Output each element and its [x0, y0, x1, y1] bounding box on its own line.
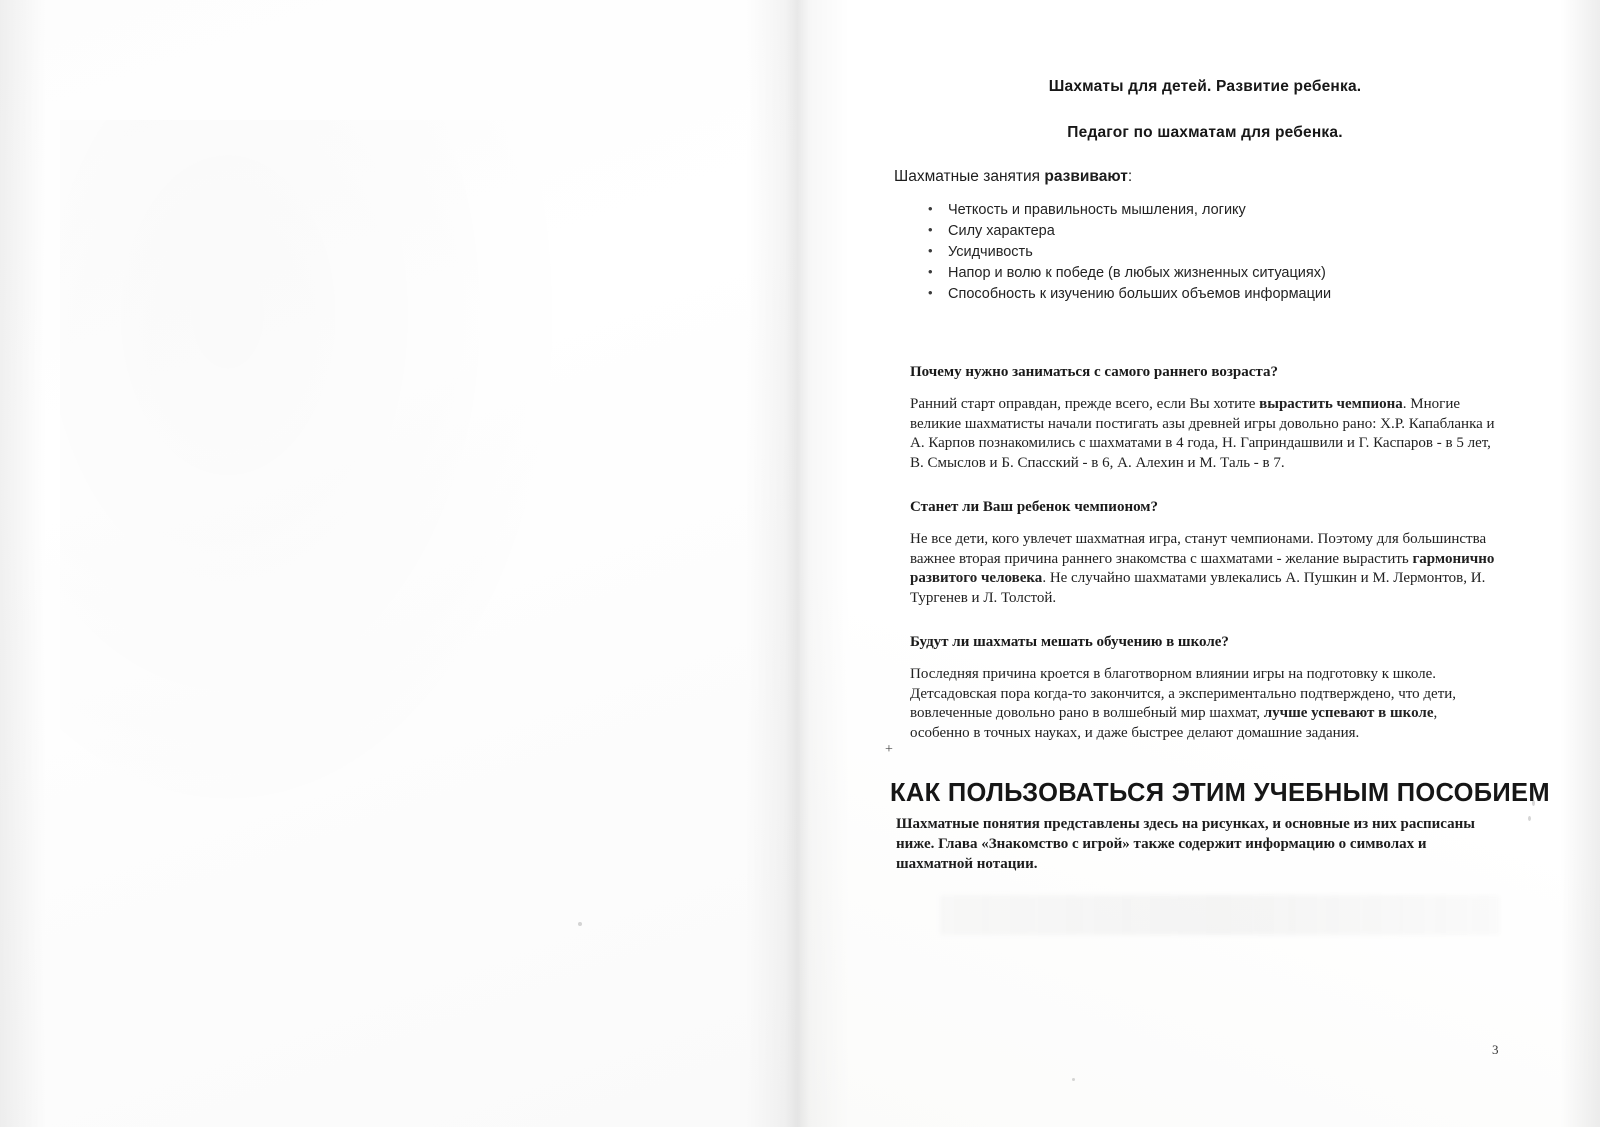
list-item: • Четкость и правильность мышления, логику [948, 200, 1500, 220]
lead-before: Шахматные занятия [894, 168, 1045, 185]
section-heading-3: Будут ли шахматы мешать обучению в школе? [910, 634, 1229, 650]
paragraph-part: Последняя причина кроется в благотворном влиянии игры на подготовку к школе. Детсадовская пора когда-то закончится, а экспериментально подтверждено, что дети, вовлеченные довольно рано в волшебный мир шахмат, [910, 666, 1457, 721]
lead-line [894, 168, 1500, 186]
chapter-heading: КАК ПОЛЬЗОВАТЬСЯ ЭТИМ УЧЕБНЫМ ПОСОБИЕМ [890, 779, 1550, 807]
lead-after: : [1127, 168, 1133, 185]
paragraph-part-bold: гармонично развитого человека [910, 550, 1495, 586]
section-heading-1: Почему нужно заниматься с самого раннего возраста? [910, 364, 1278, 380]
list-item: • Напор и волю к победе (в любых жизненных ситуациях) [948, 263, 1500, 283]
lead-bold: развивают [1044, 168, 1128, 185]
paragraph-part: , особенно в точных науках, и даже быстрее делают домашние задания. [910, 705, 1438, 741]
paragraph-part: . Многие великие шахматисты начали постигать азы древней игры довольно рано: Х.Р. Капабланка и А. Карпов познакомились с шахматами в 4 года, Н. Гаприндашвили и Г. Каспаров - в 5 лет, В. Смыслов и Б. Спасский - в 6, А. Алехин и М. Таль - в 7. [910, 396, 1495, 471]
page-subtitle: Педагог по шахматам для ребенка. [1067, 124, 1343, 141]
section-heading-2: Станет ли Ваш ребенок чемпионом? [910, 499, 1159, 515]
section-paragraph-1 [910, 395, 1500, 473]
paragraph-part: Не все дети, кого увлечет шахматная игра, станут чемпионами. Поэтому для большинства важнее вторая причина раннего знакомства с шахматами - желание вырастить [910, 531, 1487, 567]
closing-paragraph: Шахматные понятия представлены здесь на рисунках, и основные из них расписаны ниже. Глава «Знакомство с игрой» также содержит информацию о символах и шахматной нотации. [896, 816, 1475, 872]
list-item: • Способность к изучению больших объемов информации [948, 284, 1500, 304]
list-item: • Усидчивость [948, 242, 1500, 262]
section-paragraph-2 [910, 530, 1500, 608]
plus-mark: + [885, 742, 893, 757]
paragraph-part-bold: лучше успевают в школе [1263, 705, 1434, 721]
qa-sections [910, 364, 1500, 743]
page-content [890, 78, 1550, 874]
list-item: • Силу характера [948, 221, 1500, 241]
paragraph-part-bold: вырастить чемпиона [1259, 396, 1403, 412]
page-number: 3 [1492, 1042, 1499, 1057]
paragraph-part: Ранний старт оправдан, прежде всего, если Вы хотите [910, 396, 1260, 412]
paragraph-part: . Не случайно шахматами увлекались А. Пушкин и М. Лермонтов, И. Тургенев и Л. Толстой. [910, 570, 1486, 606]
section-paragraph-3 [910, 665, 1500, 743]
benefits-list [914, 200, 1500, 304]
page-title: Шахматы для детей. Развитие ребенка. [1048, 78, 1362, 95]
